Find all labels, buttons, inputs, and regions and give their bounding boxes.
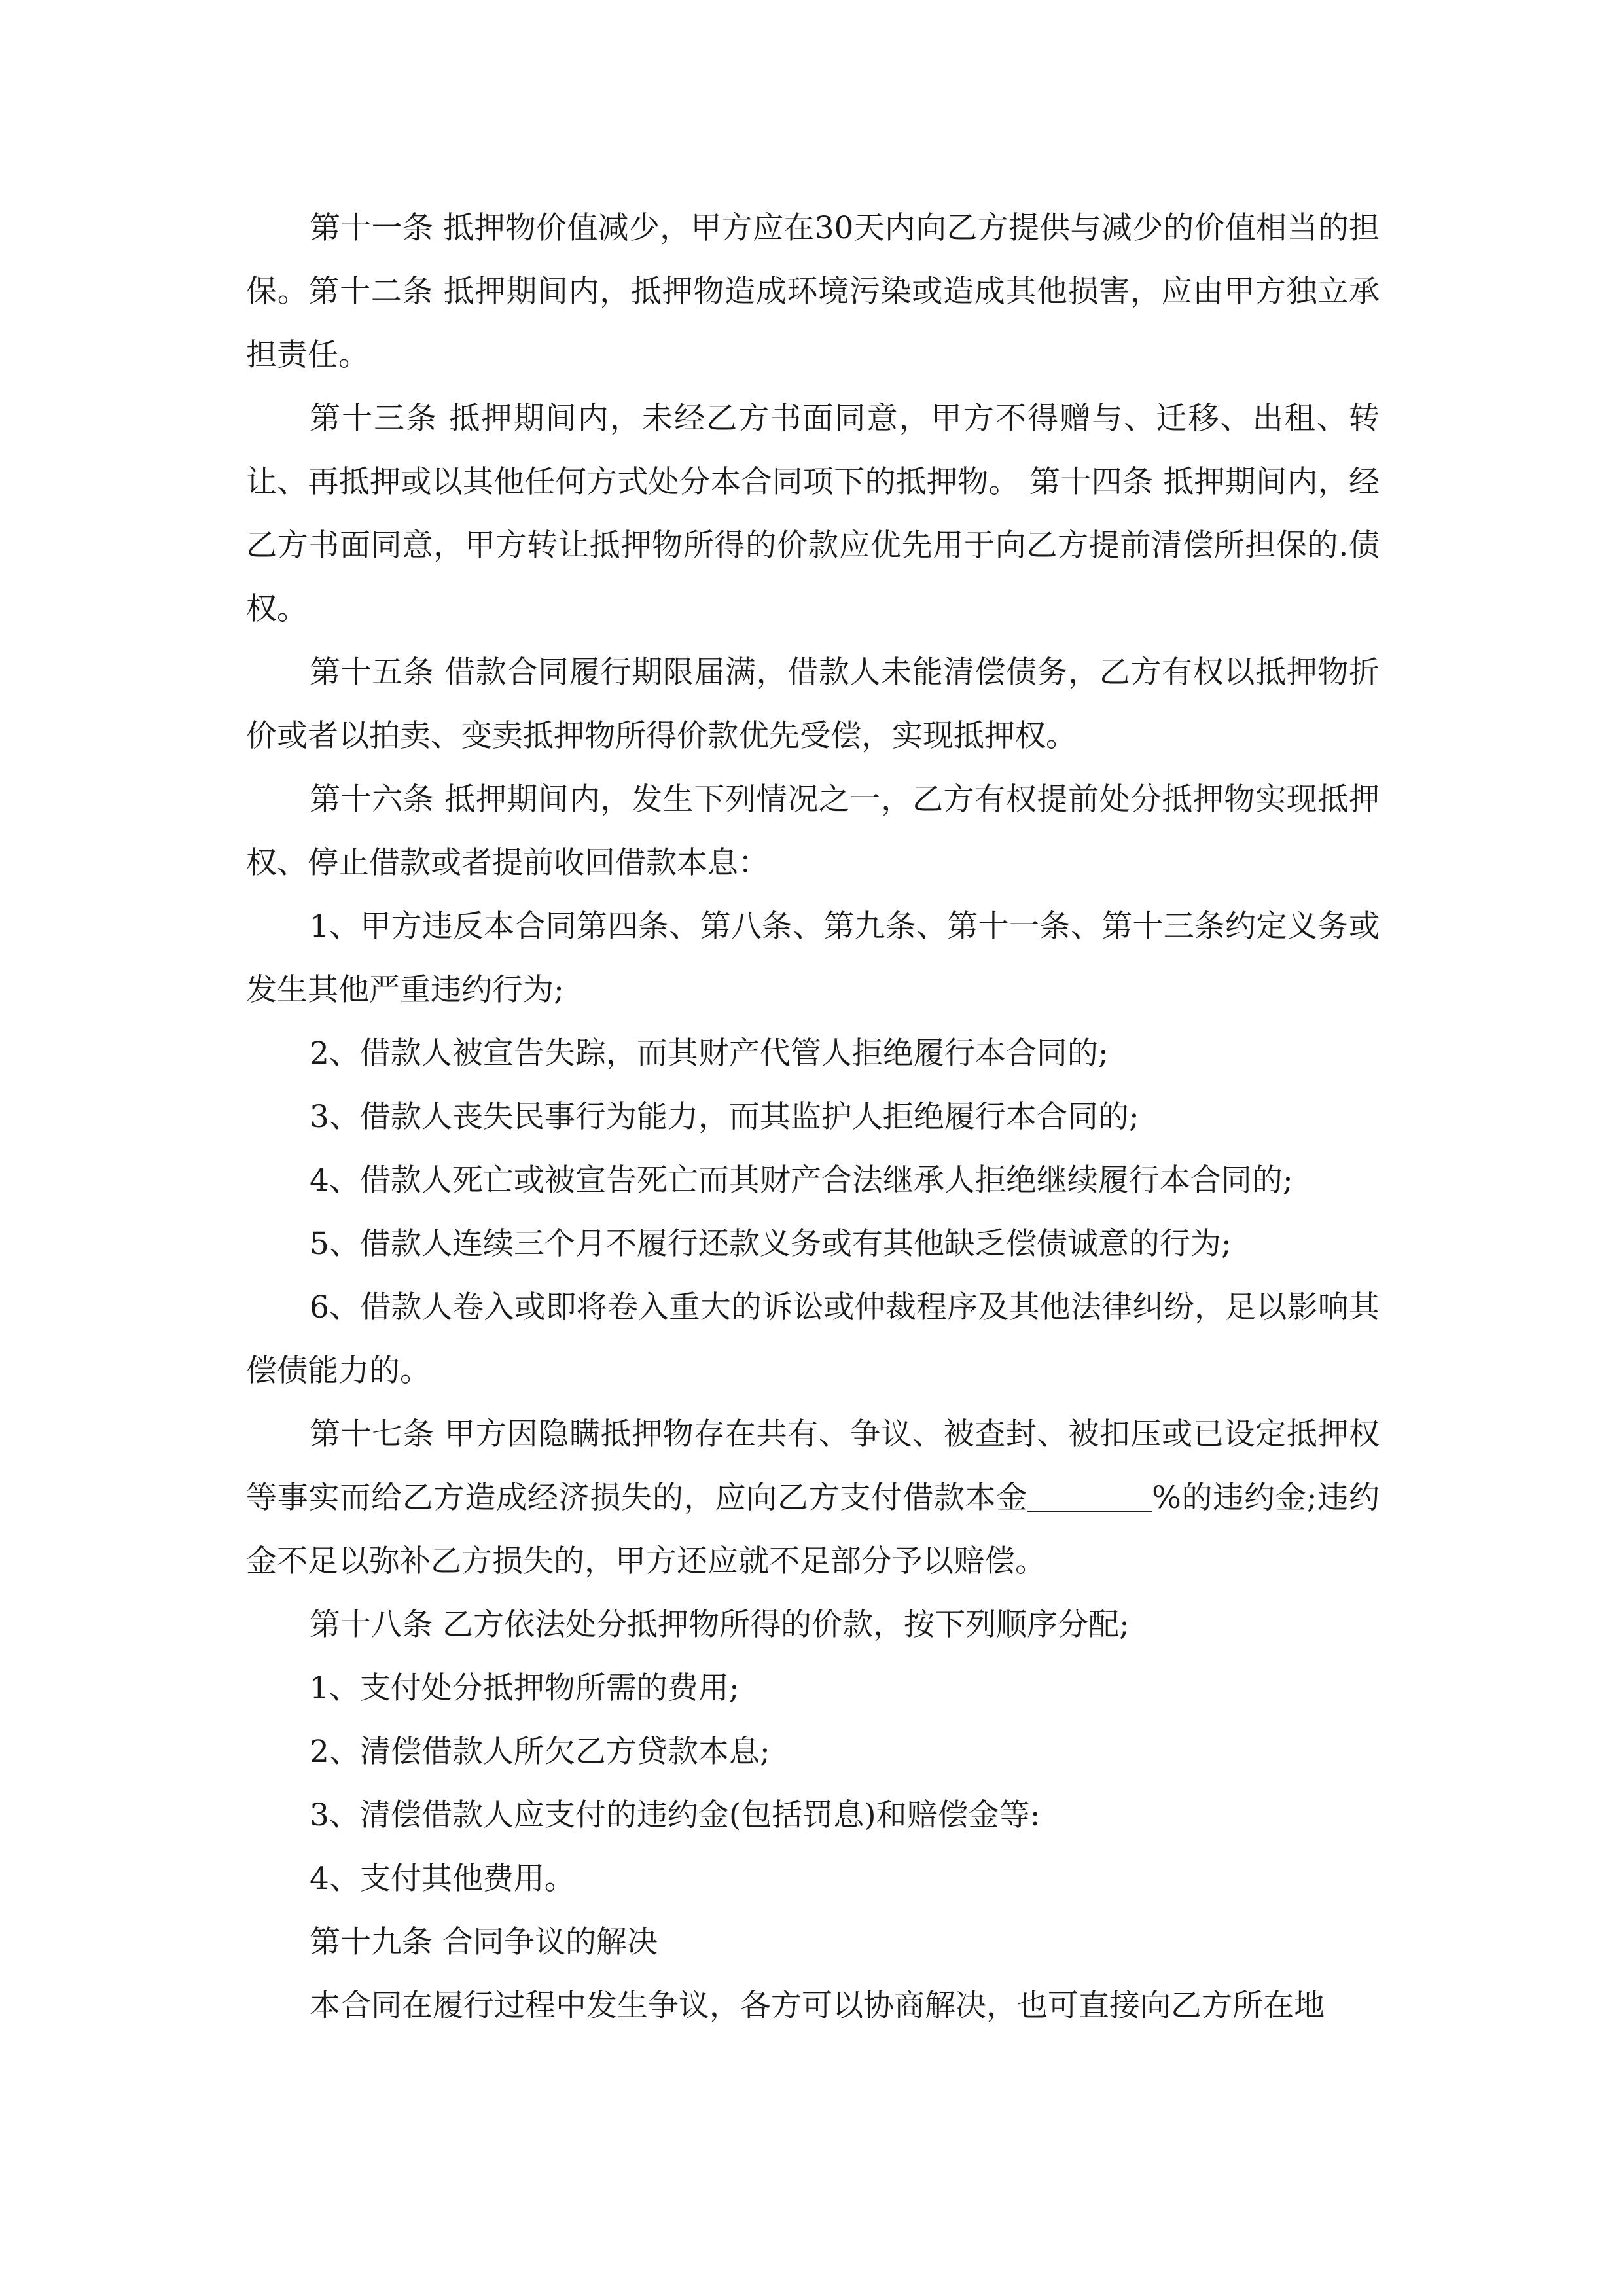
list-item-18-4: 4、支付其他费用。: [310, 1861, 575, 1897]
paragraph-article-19-body: 本合同在履行过程中发生争议，各方可以协商解决，也可直接向乙方所在地: [310, 1988, 1325, 2024]
list-item-16-3: 3、借款人丧失民事行为能力，而其监护人拒绝履行本合同的;: [310, 1099, 1139, 1135]
paragraph-article-17: [246, 1403, 1380, 1593]
document-page: [246, 196, 1380, 2037]
list-item-18-3: 3、清偿借款人应支付的违约金(包括罚息)和赔偿金等:: [310, 1797, 1041, 1833]
list-item-16-1: 1、甲方违反本合同第四条、第八条、第九条、第十一条、第十三条约定义务或发生其他严重违约行为;: [246, 908, 1380, 1008]
article-17-text-after-blank: %的违约金;违约金不足以弥补乙方损失的，甲方还应就不足部分予以赔偿。: [246, 1480, 1380, 1579]
list-item-16-4: 4、借款人死亡或被宣告死亡而其财产合法继承人拒绝继续履行本合同的;: [310, 1162, 1293, 1198]
paragraph-article-16: 第十六条 抵押期间内，发生下列情况之一，乙方有权提前处分抵押物实现抵押权、停止借款或者提前收回借款本息：: [246, 781, 1380, 881]
list-item-16-2: 2、借款人被宣告失踪，而其财产代管人拒绝履行本合同的;: [310, 1035, 1109, 1071]
paragraph-article-13-14: 第十三条 抵押期间内，未经乙方书面同意，甲方不得赠与、迁移、出租、转让、再抵押或以其他任何方式处分本合同项下的抵押物。 第十四条 抵押期间内，经乙方书面同意，甲方转让抵押物所得的价款应优先用于向乙方提前清偿所担保的.债权。: [246, 401, 1380, 627]
percentage-blank-line[interactable]: [1027, 1480, 1152, 1512]
paragraph-article-11-12: 第十一条 抵押物价值减少，甲方应在30天内向乙方提供与减少的价值相当的担保。第十二条 抵押期间内，抵押物造成环境污染或造成其他损害，应由甲方独立承担责任。: [246, 210, 1380, 373]
list-item-18-2: 2、清偿借款人所欠乙方贷款本息;: [310, 1734, 770, 1770]
paragraph-article-18: 第十八条 乙方依法处分抵押物所得的价款，按下列顺序分配;: [310, 1607, 1130, 1643]
list-item-16-6: 6、借款人卷入或即将卷入重大的诉讼或仲裁程序及其他法律纠纷，足以影响其偿债能力的。: [246, 1289, 1380, 1389]
paragraph-article-15: 第十五条 借款合同履行期限届满，借款人未能清偿债务，乙方有权以抵押物折价或者以拍卖、变卖抵押物所得价款优先受偿，实现抵押权。: [246, 655, 1380, 754]
article-17-text-before-blank: 第十七条 甲方因隐瞒抵押物存在共有、争议、被查封、被扣压或已设定抵押权等事实而给乙方造成经济损失的，应向乙方支付借款本金: [246, 1416, 1380, 1516]
list-item-16-5: 5、借款人连续三个月不履行还款义务或有其他缺乏偿债诚意的行为;: [310, 1226, 1232, 1262]
paragraph-article-19-title: 第十九条 合同争议的解决: [310, 1924, 658, 1960]
list-item-18-1: 1、支付处分抵押物所需的费用;: [310, 1670, 740, 1706]
